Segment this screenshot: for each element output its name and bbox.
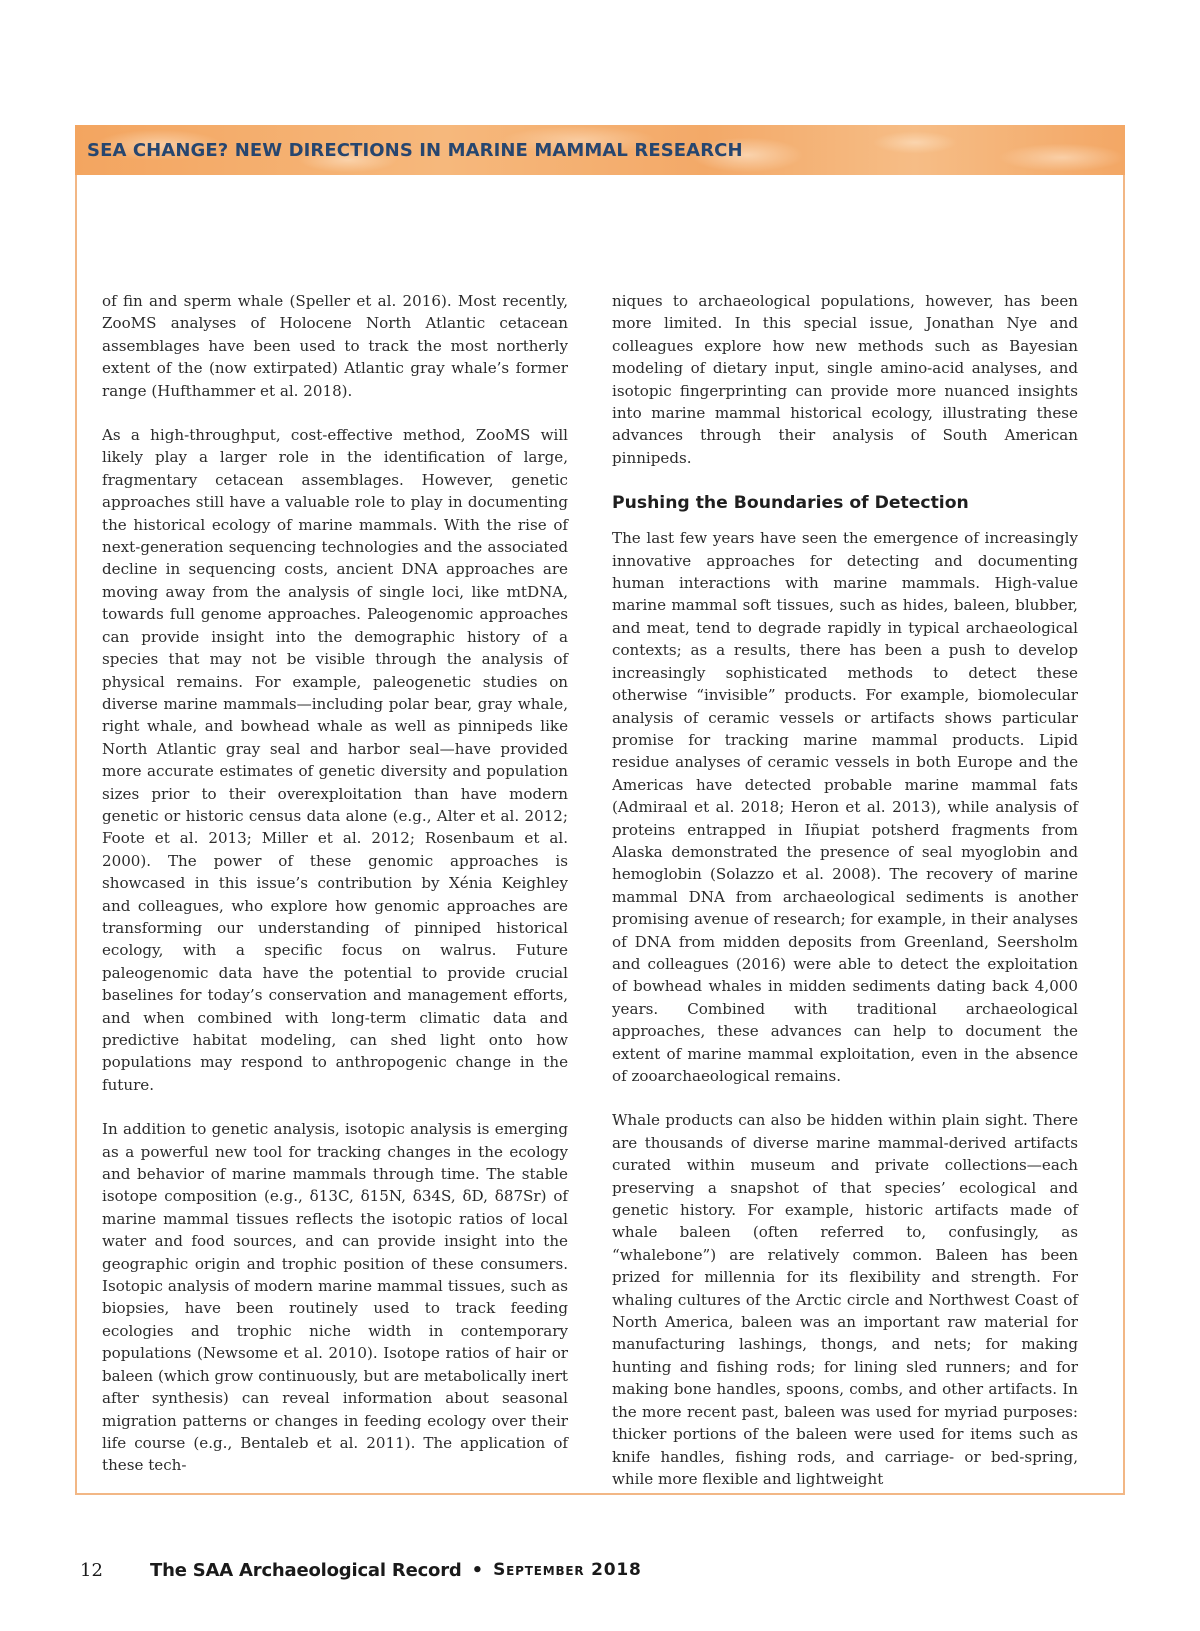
- publication-title: The SAA Archaeological Record: [150, 1559, 462, 1581]
- section-header-band: [75, 125, 1125, 175]
- page-footer: [80, 1553, 780, 1587]
- left-paragraph-2: As a high-throughput, cost-effective method, ZooMS will likely play a larger role in the identification of large, fragmentary cetacean assemblages. However, genetic approaches still have a valuable role to play in documenting the historical ecology of marine mammals. With the rise of next-generation sequencing technologies and the associated decline in sequencing costs, ancient DNA approaches are moving away from the analysis of single loci, like mtDNA, towards full genome approaches. Paleogenomic approaches can provide insight into the demographic history of a species that may not be visible through the analysis of physical remains. For example, paleogenetic studies on diverse marine mammals—including polar bear, gray whale, right whale, and bowhead whale as well as pinnipeds like North Atlantic gray seal and harbor seal—have provided more accurate estimates of genetic diversity and population sizes prior to their overexploitation than have modern genetic or historic census data alone (e.g., Alter et al. 2012; Foote et al. 2013; Miller et al. 2012; Rosenbaum et al. 2000). The power of these genomic approaches is showcased in this issue’s contribution by Xénia Keighley and colleagues, who explore how genomic approaches are transforming our understanding of pinniped historical ecology, with a specific focus on walrus. Future paleogenomic data have the potential to provide crucial baselines for today’s conservation and management efforts, and when combined with long-term climatic data and predictive habitat modeling, can shed light onto how populations may respond to anthropogenic change in the future.: [102, 426, 568, 1094]
- left-column: [102, 290, 568, 1499]
- right-paragraph-1: The last few years have seen the emergence of increasingly innovative approaches for detecting and documenting human interactions with marine mammals. High-value marine mammal soft tissues, such as hides, baleen, blubber, and meat, tend to degrade rapidly in typical archaeological contexts; as a results, there has been a push to develop increasingly sophisticated methods to detect these otherwise “invisible” products. For example, biomolecular analysis of ceramic vessels or artifacts shows particular promise for tracking marine mammal products. Lipid residue analyses of ceramic vessels in both Europe and the Americas have detected probable marine mammal fats (Admiraal et al. 2018; Heron et al. 2013), while analysis of proteins entrapped in Iñupiat potsherd fragments from Alaska demonstrated the presence of seal myoglobin and hemoglobin (Solazzo et al. 2008). The recovery of marine mammal DNA from archaeological sediments is another promising avenue of research; for example, in their analyses of DNA from midden deposits from Greenland, Seersholm and colleagues (2016) were able to detect the exploitation of bowhead whales in midden sediments dating back 4,000 years. Combined with traditional archaeological approaches, these advances can help to document the extent of marine mammal exploitation, even in the absence of zooarchaeological remains.: [612, 529, 1078, 1085]
- right-intro-paragraph: niques to archaeological populations, however, has been more limited. In this special issue, Jonathan Nye and colleagues explore how new methods such as Bayesian modeling of dietary input, single amino-acid analyses, and isotopic fingerprinting can provide more nuanced insights into marine mammal historical ecology, illustrating these advances through their analysis of South American pinnipeds.: [612, 292, 1078, 467]
- section-heading: Pushing the Boundaries of Detection: [612, 493, 969, 514]
- issue-date: September 2018: [493, 1560, 642, 1580]
- section-title: SEA CHANGE? NEW DIRECTIONS IN MARINE MAMMAL RESEARCH: [87, 139, 743, 161]
- right-paragraph-2: Whale products can also be hidden within plain sight. There are thousands of diverse marine mammal-derived artifacts curated within museum and private collections—each preserving a snapshot of that species’ ecological and genetic history. For example, historic artifacts made of whale baleen (often referred to, confusingly, as “whalebone”) are relatively common. Baleen has been prized for millennia for its flexibility and strength. For whaling cultures of the Arctic circle and Northwest Coast of North America, baleen was an important raw material for manufacturing lashings, thongs, and nets; for making hunting and fishing rods; for lining sled runners; and for making bone handles, spoons, combs, and other artifacts. In the more recent past, baleen was used for myriad purposes: thicker portions of the baleen were used for items such as knife handles, fishing rods, and carriage- or bed-spring, while more flexible and lightweight: [612, 1111, 1078, 1488]
- footer-separator: •: [471, 1559, 484, 1581]
- left-paragraph-1: of fin and sperm whale (Speller et al. 2016). Most recently, ZooMS analyses of Holocene North Atlantic cetacean assemblages have been used to track the most northerly extent of the (now extirpated) Atlantic gray whale’s former range (Hufthammer et al. 2018).: [102, 292, 568, 400]
- right-column: [612, 290, 1078, 1512]
- page-number: 12: [80, 1559, 103, 1581]
- left-paragraph-3: In addition to genetic analysis, isotopic analysis is emerging as a powerful new tool for tracking changes in the ecology and behavior of marine mammals through time. The stable isotope composition (e.g., δ13C, δ15N, δ34S, δD, δ87Sr) of marine mammal tissues reflects the isotopic ratios of local water and food sources, and can provide insight into the geographic origin and trophic position of these consumers. Isotopic analysis of modern marine mammal tissues, such as biopsies, have been routinely used to track feeding ecologies and trophic niche width in contemporary populations (Newsome et al. 2010). Isotope ratios of hair or baleen (which grow continuously, but are metabolically inert after synthesis) can reveal information about seasonal migration patterns or changes in feeding ecology over their life course (e.g., Bentaleb et al. 2011). The application of these tech-: [102, 1120, 568, 1475]
